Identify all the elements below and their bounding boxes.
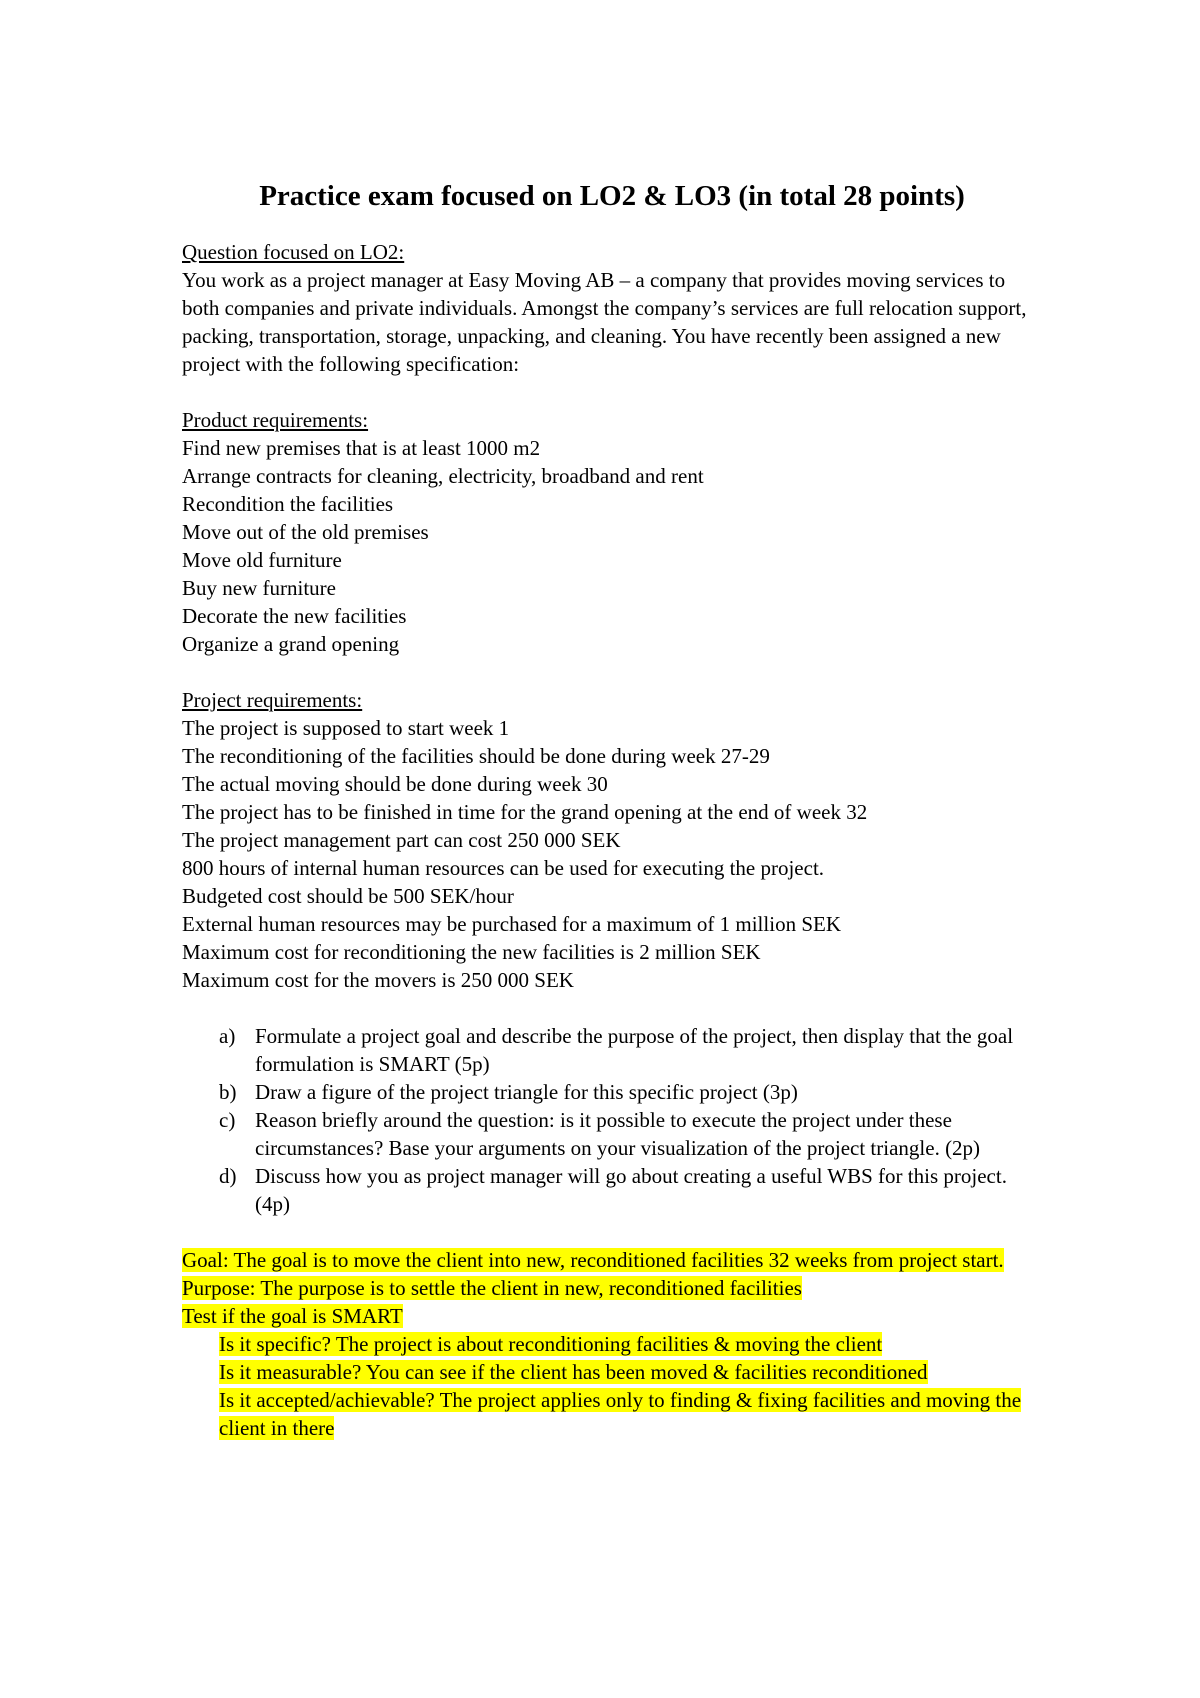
spacer [182, 1218, 1042, 1246]
product-requirement-item: Find new premises that is at least 1000 m2 [182, 436, 541, 460]
product-requirement-item: Decorate the new facilities [182, 604, 407, 628]
project-requirement-item: The project management part can cost 250 000 SEK [182, 828, 621, 852]
project-requirement-item: The reconditioning of the facilities should be done during week 27-29 [182, 744, 770, 768]
product-requirement-item: Buy new furniture [182, 576, 336, 600]
project-requirement-item: The project has to be finished in time for the grand opening at the end of week 32 [182, 800, 868, 824]
lo2-intro-paragraph: You work as a project manager at Easy Moving AB – a company that provides moving services to both companies and private individuals. Amongst the company’s services are full relocation support, packing, transportation, storage, unpacking, and cleaning. You have recently been assigned a new project with the following specification: [182, 268, 1027, 376]
document-body [182, 238, 1042, 1442]
answer-smart-test [182, 1302, 1042, 1330]
product-requirement-item: Arrange contracts for cleaning, electricity, broadband and rent [182, 464, 704, 488]
answer-check-achievable [182, 1386, 1042, 1442]
project-requirement-item: The actual moving should be done during week 30 [182, 772, 608, 796]
question-marker: d) [219, 1164, 237, 1188]
product-requirement-item: Recondition the facilities [182, 492, 394, 516]
answer-purpose [182, 1274, 1042, 1302]
answer-check-text: Is it measurable? You can see if the client has been moved & facilities reconditioned [219, 1360, 928, 1384]
answer-goal-text: Goal: The goal is to move the client into new, reconditioned facilities 32 weeks from project start. [182, 1248, 1004, 1272]
answer-check-specific [182, 1330, 1042, 1358]
question-marker: b) [219, 1080, 237, 1104]
answer-section [182, 1246, 1042, 1442]
product-requirement-item: Organize a grand opening [182, 632, 400, 656]
question-item [219, 1078, 1042, 1106]
question-marker: a) [219, 1024, 236, 1048]
question-text: Reason briefly around the question: is it possible to execute the project under these circumstances? Base your arguments on your visualization of the project triangle. (2p) [255, 1108, 981, 1160]
answer-goal [182, 1246, 1042, 1274]
spacer [182, 994, 1042, 1022]
answer-check-text: Is it specific? The project is about reconditioning facilities & moving the client [219, 1332, 883, 1356]
answer-smart-test-text: Test if the goal is SMART [182, 1304, 403, 1328]
product-requirements-heading: Product requirements: [182, 408, 369, 432]
project-requirement-item: The project is supposed to start week 1 [182, 716, 510, 740]
product-requirement-item: Move out of the old premises [182, 520, 429, 544]
question-list [182, 1022, 1042, 1218]
question-text: Formulate a project goal and describe the purpose of the project, then display that the goal formulation is SMART (5p) [255, 1024, 1014, 1076]
project-requirement-item: 800 hours of internal human resources can be used for executing the project. [182, 856, 825, 880]
project-requirements-list [182, 714, 1042, 994]
question-item [219, 1022, 1042, 1078]
product-requirement-item: Move old furniture [182, 548, 342, 572]
project-requirements-heading: Project requirements: [182, 688, 363, 712]
answer-check-text: Is it accepted/achievable? The project applies only to finding & fixing facilities and moving the client in there [219, 1388, 1022, 1440]
question-text: Discuss how you as project manager will go about creating a useful WBS for this project. (4p) [255, 1164, 1007, 1216]
spacer [182, 658, 1042, 686]
question-text: Draw a figure of the project triangle for this specific project (3p) [255, 1080, 798, 1104]
answer-purpose-text: Purpose: The purpose is to settle the client in new, reconditioned facilities [182, 1276, 802, 1300]
project-requirement-item: Budgeted cost should be 500 SEK/hour [182, 884, 514, 908]
spacer [182, 378, 1042, 406]
question-marker: c) [219, 1108, 236, 1132]
question-item [219, 1106, 1042, 1162]
lo2-question-heading: Question focused on LO2: [182, 240, 405, 264]
answer-check-measurable [182, 1358, 1042, 1386]
product-requirements-list [182, 434, 1042, 658]
question-item [219, 1162, 1042, 1218]
project-requirement-item: Maximum cost for the movers is 250 000 SEK [182, 968, 574, 992]
document-title: Practice exam focused on LO2 & LO3 (in total 28 points) [259, 180, 965, 212]
project-requirement-item: Maximum cost for reconditioning the new facilities is 2 million SEK [182, 940, 761, 964]
project-requirement-item: External human resources may be purchased for a maximum of 1 million SEK [182, 912, 841, 936]
